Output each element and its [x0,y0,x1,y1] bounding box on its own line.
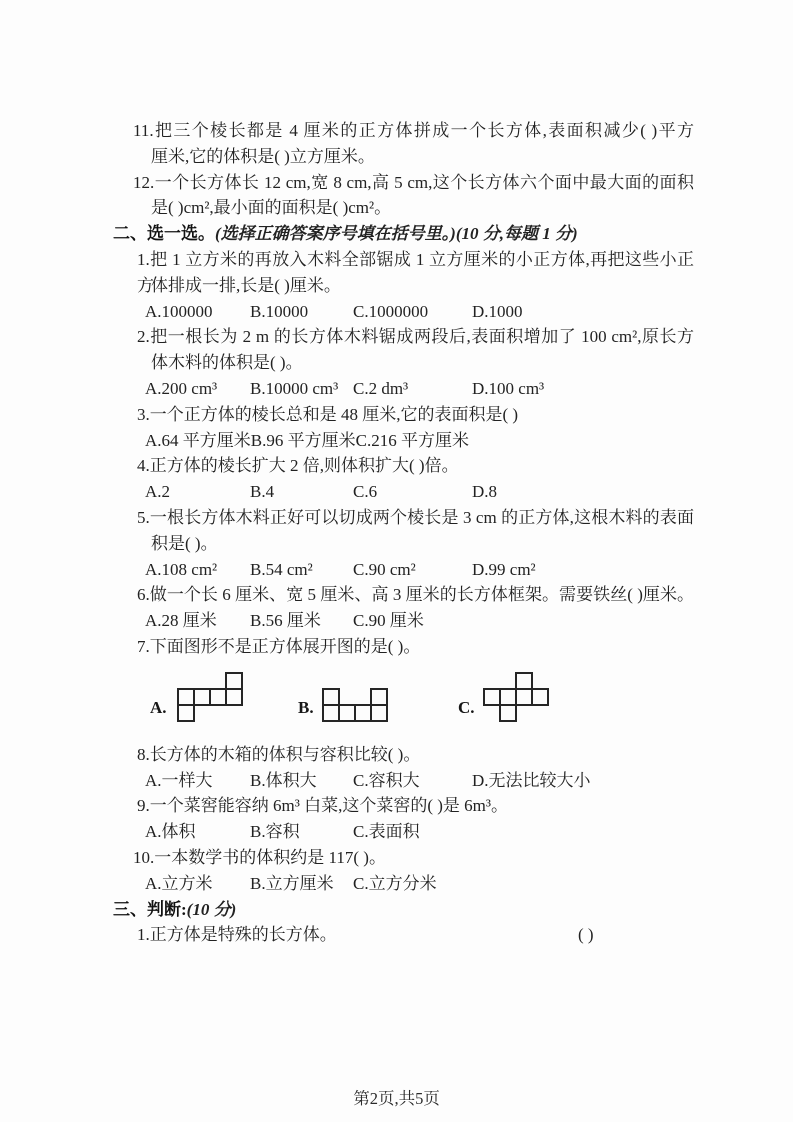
question-2-options [0,376,793,402]
q2-option-c: C.2 dm³ [353,378,409,398]
question-1-line1: 1.把 1 立方米的再放入木料全部锯成 1 立方厘米的小正方体,再把这些小正方 [137,249,694,295]
figure-a-label: A. [150,697,167,717]
judgment-question-1 [0,922,793,948]
judgment-question-1-text: 1.正方体是特殊的长方体。 [137,925,337,945]
question-7-figures [0,660,793,742]
question-1-line2: 体排成一排,长是( )厘米。 [151,275,341,295]
question-9-options [0,819,793,845]
q1-option-c: C.1000000 [353,301,429,321]
q8-option-b: B.体积大 [250,770,317,790]
figure-c-label: C. [458,697,475,717]
question-5-line2: 积是( )。 [151,533,218,553]
q3-option-c: C.216 平方厘米 [355,430,469,450]
question-6-options [0,608,793,634]
q4-option-d: D.8 [472,482,498,502]
q6-option-b: B.56 厘米 [250,611,321,631]
q5-option-d: D.99 cm² [472,559,536,579]
question-7-line1: 7.下面图形不是正方体展开图的是( )。 [137,636,421,656]
question-3-line1: 3.一个正方体的棱长总和是 48 厘米,它的表面积是( ) [137,404,519,424]
question-4-line1: 4.正方体的棱长扩大 2 倍,则体积扩大( )倍。 [137,456,459,476]
q1-option-d: D.1000 [472,301,523,321]
q1-option-b: B.10000 [250,301,309,321]
question-5-line1: 5.一根长方体木料正好可以切成两个棱长是 3 cm 的正方体,这根木料的表面 [137,507,694,527]
section-2-instructions: (选择正确答案序号填在括号里。)(10 分,每题 1 分) [215,224,578,244]
section-3-points: (10 分) [186,899,237,919]
judgment-question-1-answer-blank: ( ) [578,925,594,945]
question-3-options [0,428,793,454]
question-12-line1: 12.一个长方体长 12 cm,宽 8 cm,高 5 cm,这个长方体六个面中最大面的面积 [133,172,694,192]
q5-option-a: A.108 cm² [145,559,218,579]
q6-option-c: C.90 厘米 [353,611,424,631]
section-2-heading [0,221,793,247]
question-9-line1: 9.一个菜窖能容纳 6m³ 白菜,这个菜窖的( )是 6m³。 [137,796,508,816]
question-11-line1: 11.把三个棱长都是 4 厘米的正方体拼成一个长方体,表面积减少( )平方 [133,121,694,140]
question-10-options [0,871,793,897]
q5-option-b: B.54 cm² [250,559,313,579]
q8-option-d: D.无法比较大小 [472,770,591,790]
q6-option-a: A.28 厘米 [145,611,217,631]
section-3-heading [0,897,793,923]
page-indicator: 第2页,共5页 [353,1089,440,1108]
question-1-options [0,299,793,325]
question-8-line1: 8.长方体的木箱的体积与容积比较( )。 [137,744,421,764]
question-12-line2: 是( )cm²,最小面的面积是( )cm²。 [151,198,392,218]
q4-option-c: C.6 [353,482,378,502]
q9-option-a: A.体积 [145,822,196,842]
page-footer [0,1085,793,1109]
q4-option-b: B.4 [250,482,275,502]
q3-option-a: A.64 平方厘米 [145,430,251,450]
q10-option-c: C.立方分米 [353,873,437,893]
q9-option-b: B.容积 [250,822,300,842]
question-10-line1: 10.一本数学书的体积约是 117( )。 [133,847,386,867]
q10-option-b: B.立方厘米 [250,873,334,893]
question-11-line2: 厘米,它的体积是( )立方厘米。 [151,146,375,166]
worksheet-content [0,118,793,948]
question-8-options [0,768,793,794]
section-3-title: 三、判断: [113,899,187,919]
q10-option-a: A.立方米 [145,873,213,893]
figure-b-label: B. [298,697,314,717]
q4-option-a: A.2 [145,482,171,502]
question-4-options [0,479,793,505]
q3-option-b: B.96 平方厘米 [250,430,356,450]
q8-option-a: A.一样大 [145,770,213,790]
q1-option-a: A.100000 [145,301,213,321]
q8-option-c: C.容积大 [353,770,420,790]
q2-option-b: B.10000 cm³ [250,378,339,398]
question-5-options [0,557,793,583]
q5-option-c: C.90 cm² [353,559,416,579]
section-2-title: 二、选一选。 [113,224,215,244]
q2-option-d: D.100 cm³ [472,378,545,398]
q9-option-c: C.表面积 [353,822,420,842]
question-2-line1: 2.把一根长为 2 m 的长方体木料锯成两段后,表面积增加了 100 cm²,原长方 [137,327,694,347]
q2-option-a: A.200 cm³ [145,378,218,398]
question-6-line1: 6.做一个长 6 厘米、宽 5 厘米、高 3 厘米的长方体框架。需要铁丝( )厘米。 [137,585,694,605]
question-2-line2: 体木料的体积是( )。 [151,353,303,373]
